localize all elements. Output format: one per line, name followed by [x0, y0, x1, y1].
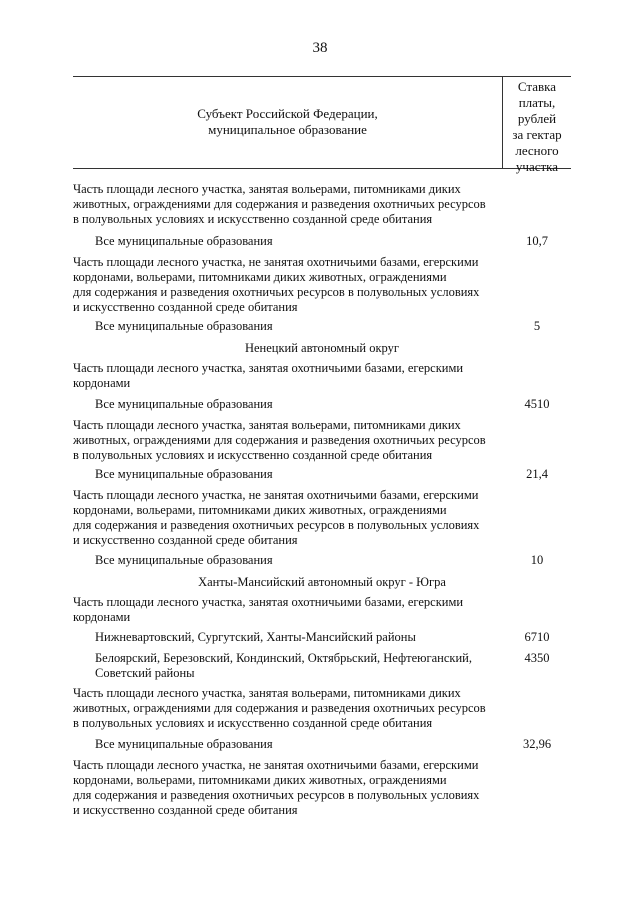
page-number: 38: [312, 40, 328, 56]
row-description: Часть площади лесного участка, занятая охотничьими базами, егерскими кордонами: [73, 361, 464, 390]
row-municipality: Все муниципальные образования: [95, 737, 273, 751]
row-municipality: Все муниципальные образования: [95, 397, 273, 411]
row-description: Часть площади лесного участка, занятая вольерами, питомниками диких животных, ограждениями для содержания и разведения охотничьих ресурсов в полувольных условиях и искусственно созданной среде обитания: [73, 418, 486, 462]
row-rate: 10: [530, 553, 544, 567]
column-header-rate: Ставка платы, рублей за гектар лесного участка: [512, 79, 562, 174]
row-rate: 10,7: [526, 234, 548, 248]
row-rate: 4350: [524, 651, 550, 665]
row-description: Часть площади лесного участка, занятая вольерами, питомниками диких животных, ограждениями для содержания и разведения охотничьих ресурсов в полувольных условиях и искусственно созданной среде обитания: [73, 182, 486, 226]
row-rate: 6710: [524, 630, 550, 644]
row-rate: 21,4: [526, 467, 548, 481]
column-header-subject: Субъект Российской Федерации, муниципальное образование: [197, 106, 378, 137]
row-municipality: Белоярский, Березовский, Кондинский, Октябрьский, Нефтеюганский, Советский районы: [95, 651, 472, 680]
row-municipality: Все муниципальные образования: [95, 553, 273, 567]
row-description: Часть площади лесного участка, занятая вольерами, питомниками диких животных, ограждениями для содержания и разведения охотничьих ресурсов в полувольных условиях и искусственно созданной среде обитания: [73, 686, 486, 730]
row-description: Часть площади лесного участка, занятая охотничьими базами, егерскими кордонами: [73, 595, 464, 624]
row-municipality: Все муниципальные образования: [95, 234, 273, 248]
row-municipality: Все муниципальные образования: [95, 319, 273, 333]
region-heading: Ханты-Мансийский автономный округ - Югра: [198, 575, 446, 589]
row-description: Часть площади лесного участка, не занятая охотничьими базами, егерскими кордонами, вольерами, питомниками диких животных, ограждениями для содержания и разведения охотничьих ресурсов в полувольных условиях и искусственно созданной среде обитания: [73, 255, 480, 314]
row-description: Часть площади лесного участка, не занятая охотничьими базами, егерскими кордонами, вольерами, питомниками диких животных, ограждениями для содержания и разведения охотничьих ресурсов в полувольных условиях и искусственно созданной среде обитания: [73, 488, 480, 547]
table-header-border: [73, 168, 571, 169]
row-rate: 4510: [524, 397, 550, 411]
region-heading: Ненецкий автономный округ: [244, 341, 400, 355]
row-rate: 32,96: [522, 737, 552, 751]
row-municipality: Нижневартовский, Сургутский, Ханты-Мансийский районы: [95, 630, 416, 644]
row-description: Часть площади лесного участка, не занятая охотничьими базами, егерскими кордонами, вольерами, питомниками диких животных, ограждениями для содержания и разведения охотничьих ресурсов в полувольных условиях и искусственно созданной среде обитания: [73, 758, 480, 817]
row-municipality: Все муниципальные образования: [95, 467, 273, 481]
row-rate: 5: [533, 319, 541, 333]
